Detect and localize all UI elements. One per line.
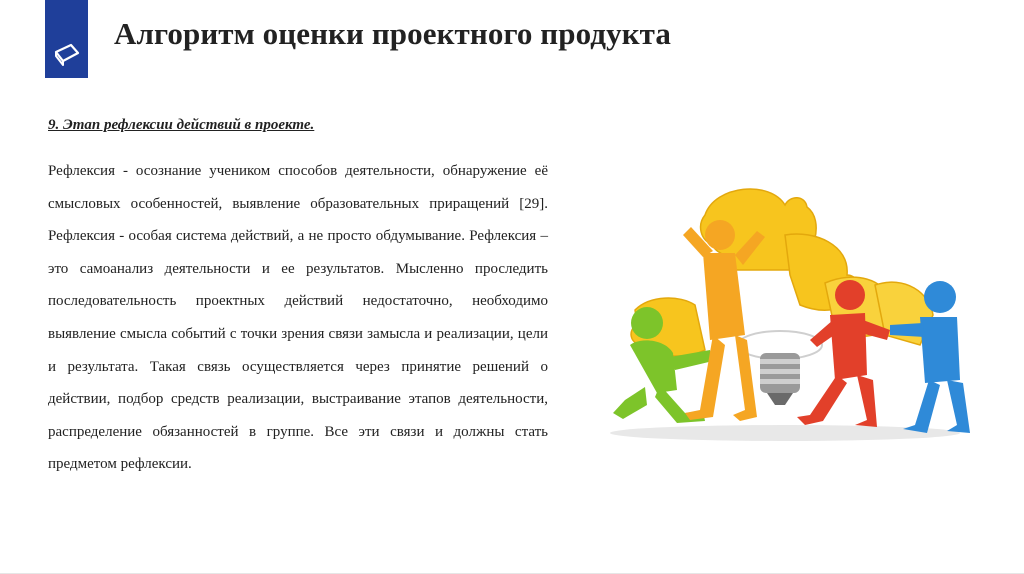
logo-badge: [45, 0, 88, 78]
page-title: Алгоритм оценки проектного продукта: [114, 16, 671, 51]
ground-shadow: [610, 425, 960, 441]
book-icon: [53, 39, 81, 67]
section-subtitle: 9. Этап рефлексии действий в проекте.: [48, 117, 315, 133]
teamwork-puzzle-illustration: [585, 175, 985, 445]
body-paragraph: Рефлексия - осознание учеником способов деятельности, обнаружение её смысловых особенностей, выявление образовательных приращений [29]. Рефлексия - особая система действий, а не просто обдумывание. Рефлексия – это самоанализ деятельности и ее результатов. Мысленно проследить последовательность проектных действий недостаточно, необходимо выявление смысла событий с точки зрения связи замысла и реализации, цели и результата. Такая связь осуществляется через принятие решений о действии, подбор средств реализации, выстраивание этапов деятельности, распределение обязанностей в группе. Все эти связи и должны стать предметом рефлексии.: [48, 163, 548, 473]
